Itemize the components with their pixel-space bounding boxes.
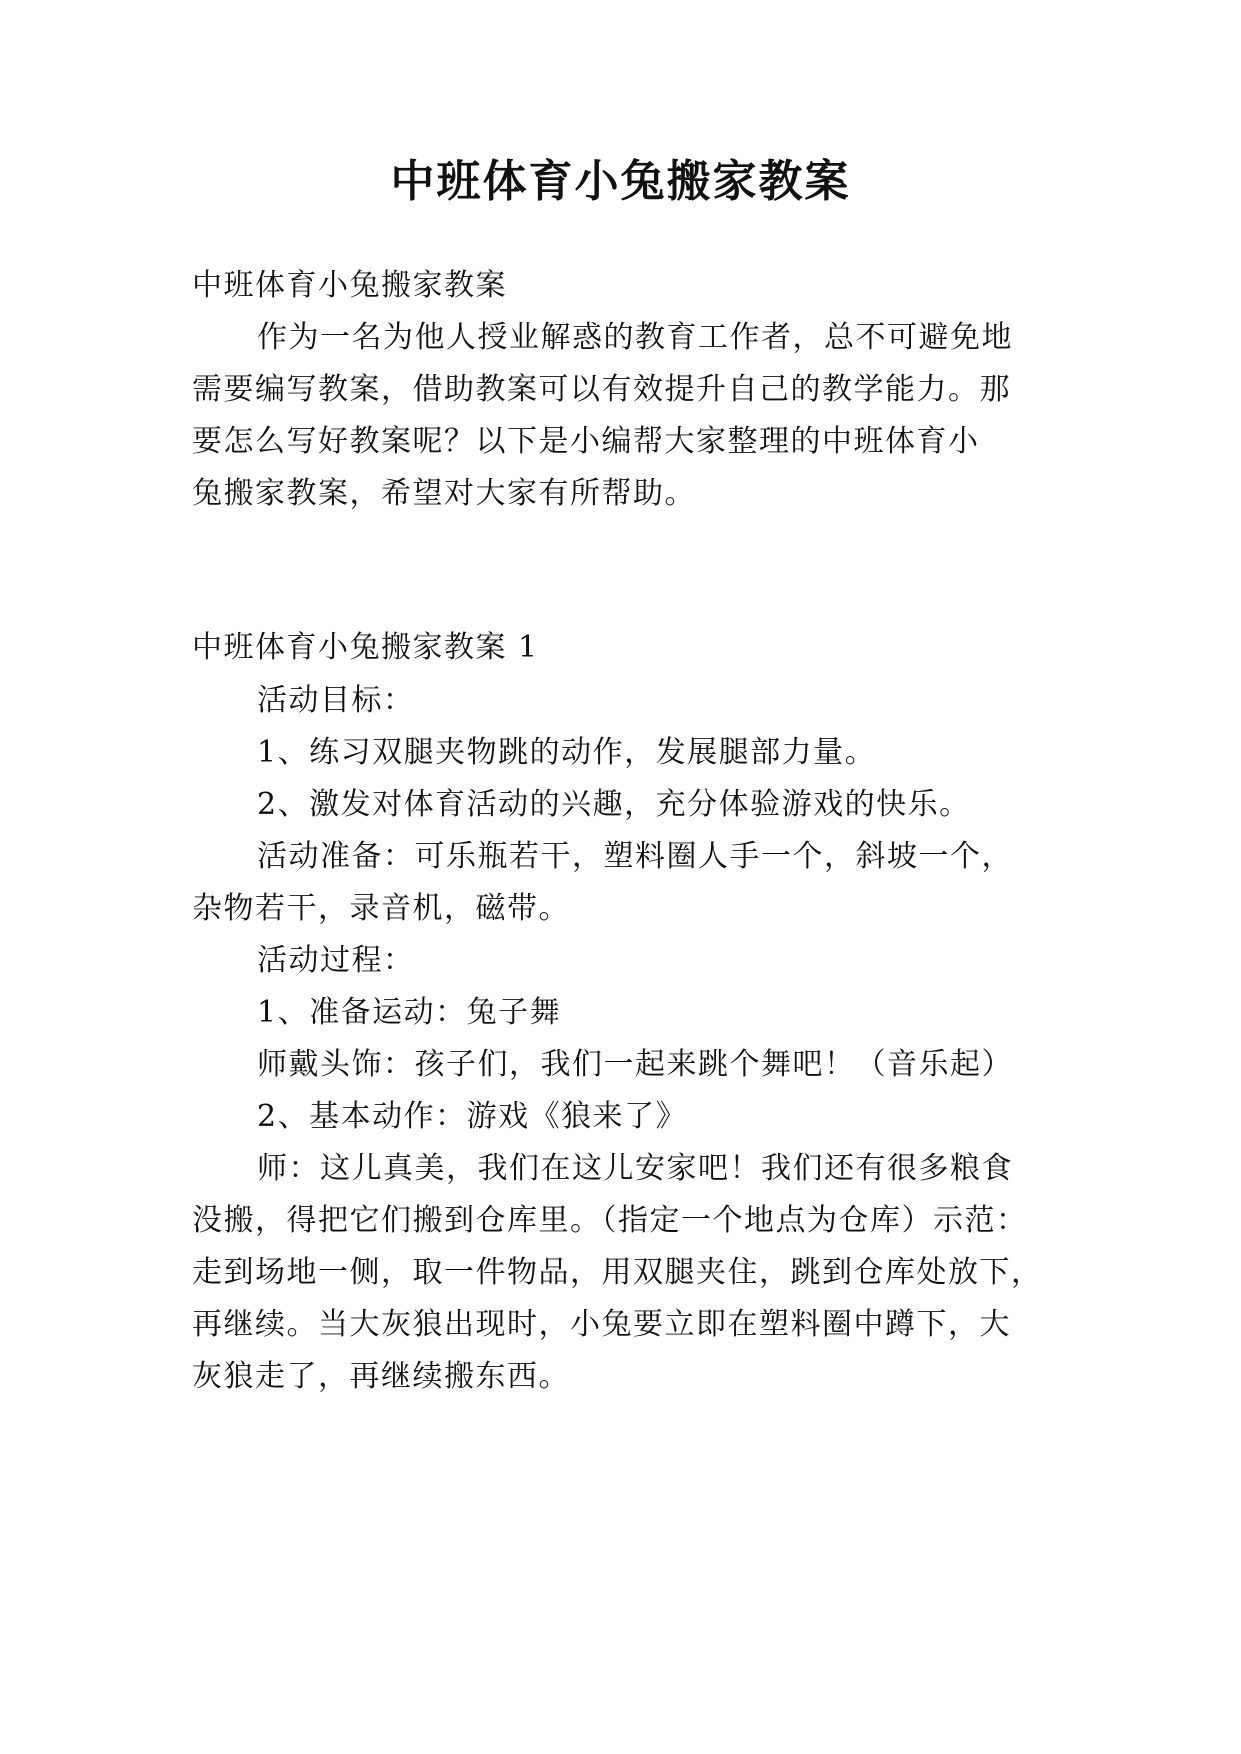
paragraph-line: 师：这儿真美，我们在这儿安家吧！我们还有很多粮食 bbox=[257, 1151, 1013, 1186]
paragraph-line: 灰狼走了，再继续搬东西。 bbox=[192, 1359, 570, 1394]
paragraph-line: 活动目标： bbox=[257, 683, 415, 718]
intro-heading: 中班体育小兔搬家教案 bbox=[192, 268, 507, 303]
document-title: 中班体育小兔搬家教案 bbox=[390, 156, 851, 207]
paragraph-line: 师戴头饰：孩子们，我们一起来跳个舞吧！（音乐起） bbox=[257, 1047, 1013, 1082]
paragraph-line: 要怎么写好教案呢？以下是小编帮大家整理的中班体育小 bbox=[192, 424, 980, 459]
paragraph-line: 走到场地一侧，取一件物品，用双腿夹住，跳到仓库处放下， bbox=[192, 1255, 1043, 1290]
paragraph-line: 2、激发对体育活动的兴趣，充分体验游戏的快乐。 bbox=[257, 787, 971, 822]
paragraph-line: 活动过程： bbox=[257, 943, 415, 978]
paragraph-line: 作为一名为他人授业解惑的教育工作者，总不可避免地 bbox=[257, 320, 1013, 355]
section-heading: 中班体育小兔搬家教案 1 bbox=[192, 630, 539, 665]
paragraph-line: 没搬，得把它们搬到仓库里。（指定一个地点为仓库）示范： bbox=[192, 1203, 1028, 1238]
paragraph-line: 1、练习双腿夹物跳的动作，发展腿部力量。 bbox=[257, 735, 877, 770]
paragraph-line: 杂物若干，录音机，磁带。 bbox=[192, 891, 570, 926]
paragraph-line: 活动准备：可乐瓶若干，塑料圈人手一个，斜坡一个， bbox=[257, 839, 1013, 874]
paragraph-line: 需要编写教案，借助教案可以有效提升自己的教学能力。那 bbox=[192, 372, 1011, 407]
paragraph-line: 1、准备运动：兔子舞 bbox=[257, 995, 562, 1030]
paragraph-line: 再继续。当大灰狼出现时，小兔要立即在塑料圈中蹲下，大 bbox=[192, 1307, 1011, 1342]
paragraph-line: 兔搬家教案，希望对大家有所帮助。 bbox=[192, 476, 696, 511]
paragraph-line: 2、基本动作：游戏《狼来了》 bbox=[257, 1099, 688, 1134]
